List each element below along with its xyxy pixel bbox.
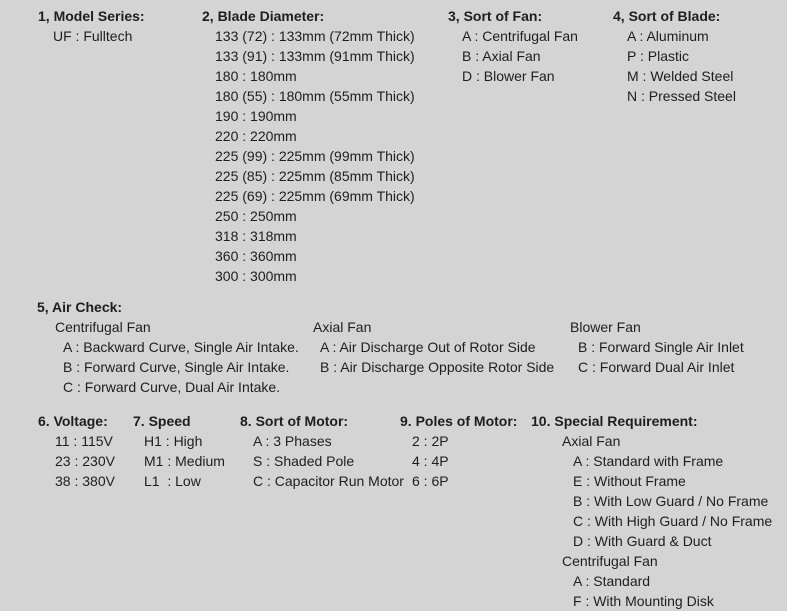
- list-item: 4 : 4P: [412, 453, 449, 469]
- sort-of-fan-title: 3, Sort of Fan:: [448, 8, 543, 24]
- list-item: 360 : 360mm: [215, 248, 297, 264]
- list-item: 250 : 250mm: [215, 208, 297, 224]
- list-item: A : 3 Phases: [253, 433, 332, 449]
- air-check-title: 5, Air Check:: [37, 299, 123, 315]
- list-item: B : Forward Single Air Inlet: [578, 339, 744, 355]
- list-item: B : Axial Fan: [462, 48, 541, 64]
- special-requirement-title: 10. Special Requirement:: [531, 413, 698, 429]
- list-item: A : Standard: [573, 573, 651, 589]
- list-item: 220 : 220mm: [215, 128, 297, 144]
- section-poles-of-motor: [400, 411, 517, 491]
- air-check-group-axial: [313, 317, 554, 377]
- list-item: D : With Guard & Duct: [573, 533, 712, 549]
- air-check-group-centrifugal: [55, 317, 299, 397]
- list-item: H1 : High: [144, 433, 203, 449]
- list-item: UF : Fulltech: [53, 28, 133, 44]
- sort-of-blade-title: 4, Sort of Blade:: [613, 8, 721, 24]
- list-item: E : Without Frame: [573, 473, 686, 489]
- list-item: 6 : 6P: [412, 473, 449, 489]
- list-item: C : Capacitor Run Motor: [253, 473, 404, 489]
- section-voltage: [38, 411, 115, 491]
- list-item: A : Centrifugal Fan: [462, 28, 578, 44]
- list-item: A : Backward Curve, Single Air Intake.: [63, 339, 299, 355]
- section-blade-diameter: [202, 6, 415, 286]
- sort-of-motor-title: 8. Sort of Motor:: [240, 413, 349, 429]
- blade-diameter-title: 2, Blade Diameter:: [202, 8, 325, 24]
- list-item: 180 : 180mm: [215, 68, 297, 84]
- list-item: 133 (91) : 133mm (91mm Thick): [215, 48, 415, 64]
- list-item: 318 : 318mm: [215, 228, 297, 244]
- section-sort-of-fan: [448, 6, 578, 86]
- fan-type-label: Axial Fan: [562, 433, 621, 449]
- list-item: C : With High Guard / No Frame: [573, 513, 773, 529]
- speed-title: 7. Speed: [133, 413, 191, 429]
- list-item: N : Pressed Steel: [627, 88, 736, 104]
- list-item: F : With Mounting Disk: [573, 593, 714, 609]
- model-series-title: 1, Model Series:: [38, 8, 145, 24]
- section-sort-of-motor: [240, 411, 404, 491]
- voltage-title: 6. Voltage:: [38, 413, 108, 429]
- list-item: 225 (85) : 225mm (85mm Thick): [215, 168, 415, 184]
- list-item: B : Forward Curve, Single Air Intake.: [63, 359, 290, 375]
- poles-of-motor-title: 9. Poles of Motor:: [400, 413, 518, 429]
- fan-type-label: Centrifugal Fan: [55, 319, 151, 335]
- section-sort-of-blade: [613, 6, 736, 106]
- list-item: 23 : 230V: [55, 453, 115, 469]
- list-item: D : Blower Fan: [462, 68, 555, 84]
- list-item: B : With Low Guard / No Frame: [573, 493, 769, 509]
- list-item: 11 : 115V: [55, 433, 113, 449]
- list-item: C : Forward Curve, Dual Air Intake.: [63, 379, 281, 395]
- fan-type-label: Blower Fan: [570, 319, 641, 335]
- list-item: M : Welded Steel: [627, 68, 734, 84]
- section-speed: [133, 411, 225, 491]
- fan-type-label: Axial Fan: [313, 319, 372, 335]
- list-item: A : Air Discharge Out of Rotor Side: [320, 339, 536, 355]
- list-item: A : Aluminum: [627, 28, 709, 44]
- list-item: 190 : 190mm: [215, 108, 297, 124]
- section-model-series: [38, 6, 145, 46]
- list-item: M1 : Medium: [144, 453, 225, 469]
- list-item: P : Plastic: [627, 48, 689, 64]
- list-item: 133 (72) : 133mm (72mm Thick): [215, 28, 415, 44]
- fan-type-label: Centrifugal Fan: [562, 553, 658, 569]
- list-item: 180 (55) : 180mm (55mm Thick): [215, 88, 415, 104]
- section-special-requirement: [531, 411, 772, 611]
- list-item: L1 : Low: [144, 473, 201, 489]
- list-item: B : Air Discharge Opposite Rotor Side: [320, 359, 555, 375]
- list-item: C : Forward Dual Air Inlet: [578, 359, 735, 375]
- list-item: 300 : 300mm: [215, 268, 297, 284]
- list-item: 225 (99) : 225mm (99mm Thick): [215, 148, 415, 164]
- list-item: S : Shaded Pole: [253, 453, 355, 469]
- air-check-group-blower: [570, 317, 744, 377]
- list-item: 2 : 2P: [412, 433, 449, 449]
- list-item: A : Standard with Frame: [573, 453, 724, 469]
- list-item: 225 (69) : 225mm (69mm Thick): [215, 188, 415, 204]
- list-item: 38 : 380V: [55, 473, 115, 489]
